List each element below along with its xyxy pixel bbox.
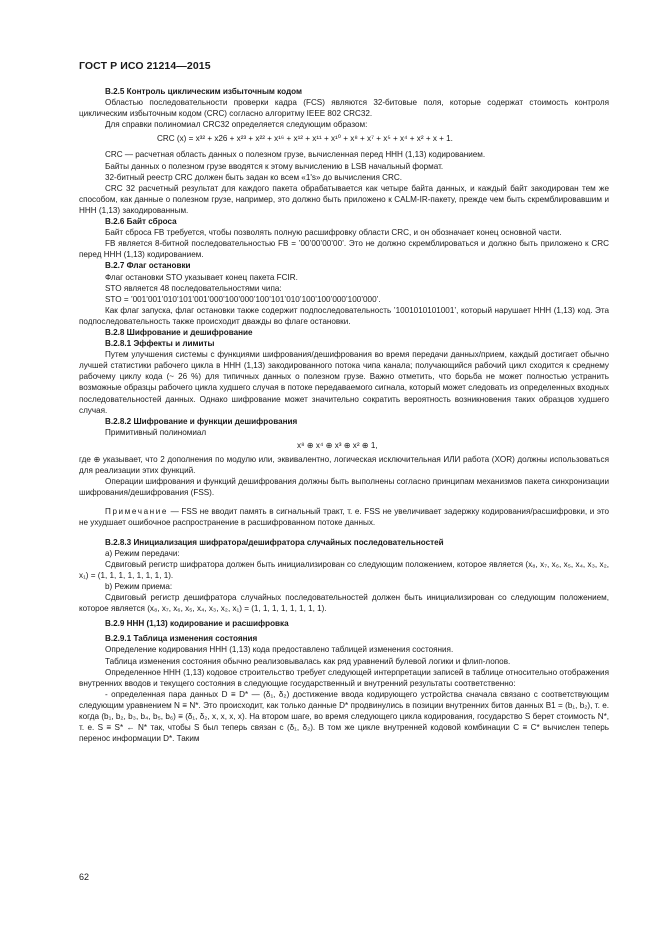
section-heading: В.2.8.3 Инициализация шифратора/дешифратора случайных последовательностей <box>105 537 444 547</box>
formula: CRC (x) = x³² + x26 + x²³ + x²² + x¹⁶ + x¹² + x¹¹ + x¹⁰ + x⁸ + x⁷ + x⁵ + x⁴ + x² + x + 1. <box>157 134 453 144</box>
section-heading: В.2.6 Байт сброса <box>105 217 177 227</box>
paragraph: CRC 32 расчетный результат для каждого пакета обрабатывается как четыре байта данных, и каждый байт закодирован тем же способом, как данные о полезном грузе, например, это должно быть приложено к CALM-IR-пакету, прежде чем быть скремблировавшим и HHH (1,13) закодированным. <box>79 183 609 215</box>
paragraph: Определенное HHH (1,13) кодовое строительство требует следующей интерпретации записей в таблице относительно отображения внутренних вводов и текущего состояния в следующие государственный и внутренний результаты соответственно: <box>79 667 609 688</box>
document-body <box>79 86 609 744</box>
paragraph: Байт сброса FB требуется, чтобы позволять полную расшифровку области CRC, и он обозначает конец основной части. <box>105 228 562 238</box>
page-header: ГОСТ Р ИСО 21214—2015 <box>79 60 211 72</box>
paragraph: STO является 48 последовательностями чипа: <box>105 283 282 293</box>
paragraph: Для справки полиномиал CRC32 определяется следующим образом: <box>105 120 368 130</box>
section-heading: В.2.7 Флаг остановки <box>105 261 191 271</box>
paragraph: Байты данных о полезном грузе вводятся к этому вычислению в LSB начальный формат. <box>105 161 444 171</box>
section-heading: В.2.8.2 Шифрование и функции дешифрования <box>105 416 298 426</box>
paragraph: CRC — расчетная область данных о полезном грузе, вычисленная перед HHH (1,13) кодированием. <box>105 150 486 160</box>
paragraph: STO = ’001’001’010’101’001’000’100’000’100’101’010’100’100’000’100’000’. <box>105 294 381 304</box>
paragraph: Областью последовательности проверки кадра (FCS) являются 32-битовые поля, которые содержат стоимость контроля циклическим избыточным кодом (CRC) согласно алгоритму IEEE 802 CRC32. <box>79 98 609 119</box>
paragraph: Определение кодирования HHH (1,13) кода предоставлено таблицей изменения состояния. <box>105 645 454 655</box>
paragraph: Таблица изменения состояния обычно реализовывалась как ряд уравнений булевой логики и флип-лопов. <box>105 656 511 666</box>
section-heading: В.2.5 Контроль циклическим избыточным кодом <box>105 87 303 96</box>
list-item: а) Режим передачи: <box>105 548 180 558</box>
note-label: Примечание <box>105 507 169 517</box>
section-heading: В.2.9 HHH (1,13) кодирование и расшифровка <box>105 619 289 629</box>
paragraph: FB является 8-битной последовательностью FB = ’00’00’00’00’. Это не должно скремблироваться и должно быть приложено к CRC перед HHH (1,13) кодированием. <box>79 239 609 260</box>
list-item: - определенная пара данных D ≡ D* — (δ₁, δ₂) достижение ввода кодирующего устройства сначала связано с соответствующим следующим уравнением N ≡ N*. Это происходит, как только данные D* продвинулись в позиции внутренних битов данных B1 = (b₁, b₂), т. е. когда (b₁, b₂, b₃, b₄, b₅, b₆) ≡ (δ₁, δ₂, x, x, x, x). На втором шаге, во время следующего цикла кодирования, государство S берет стоимость N*, т. е. S ≡ S* ← N* так, чтобы S был теперь связан с (δ₁, δ₂). В том же цикле внутренней кодовой комбинации C ≡ C* вычислен теперь перенос информации D*. Таким <box>79 689 609 744</box>
formula: x⁸ ⊕ x⁴ ⊕ x³ ⊕ x² ⊕ 1, <box>297 440 378 450</box>
note-paragraph <box>79 506 609 528</box>
paragraph: Примитивный полиномиал <box>105 427 207 437</box>
note-text: — FSS не вводит память в сигнальный тракт, т. е. FSS не увеличивает задержку кодирования/расшифровки, и это не ухудшает ошибочное распространение в расшифрованном потоке данных. <box>79 507 609 528</box>
paragraph: Сдвиговый регистр шифратора должен быть инициализирован со следующим положением, которое является (x₈, x₇, x₆, x₅, x₄, x₃, x₂, x₁) = (1, 1, 1, 1, 1, 1, 1, 1). <box>79 559 609 580</box>
section-heading: В.2.8.1 Эффекты и лимиты <box>105 339 215 349</box>
page-number: 62 <box>79 872 90 882</box>
list-item: b) Режим приема: <box>105 581 173 591</box>
paragraph: Путем улучшения системы с функциями шифрования/дешифрования во время передачи данных/прием, каждый достигает обычно лучшей статистики рабочего цикла в HHH (1,13) закодированного потока чипа канала; получающийся рабочий цикл сходится к среднему рабочему циклу кода (~ 26 %) для типичных данных о полезном грузе. Важно отметить, что борьба не может полностью устранить возможные образцы рабочего цикла худшего случая в потоке передаваемого сигнала, который может следовать из определенных входных последовательностей данных. Однако шифрование может значительно сократить вероятность возникновения таких образцов худшего случая. <box>79 350 609 415</box>
paragraph: 32-битный реестр CRC должен быть задан ко всем «1's» до вычисления CRC. <box>105 172 403 182</box>
paragraph: Операции шифрования и функций дешифрования должны быть выполнены согласно принципам механизмов пакета синхронизации шифрования/дешифрования (FSS). <box>79 477 609 498</box>
paragraph: Флаг остановки STO указывает конец пакета FCIR. <box>105 272 298 282</box>
paragraph: где ⊕ указывает, что 2 дополнения по модулю или, эквивалентно, логическая исключительная ИЛИ работа (XOR) должны использоваться для реализации этих функций. <box>79 455 609 476</box>
paragraph: Как флаг запуска, флаг остановки также содержит подпоследовательность ’1001010101001’, который нарушает HHH (1,13) код. Эта подпоследовательность также происходит дважды во флаге остановки. <box>79 305 609 326</box>
section-heading: В.2.8 Шифрование и дешифрование <box>105 327 253 337</box>
section-heading: В.2.9.1 Таблица изменения состояния <box>105 634 258 644</box>
paragraph: Сдвиговый регистр дешифратора случайных последовательностей должен быть инициализирован со следующим положением, которое является (x₈, x₇, x₆, x₅, x₄, x₃, x₂, x₁) = (1, 1, 1, 1, 1, 1, 1, 1). <box>79 593 609 614</box>
